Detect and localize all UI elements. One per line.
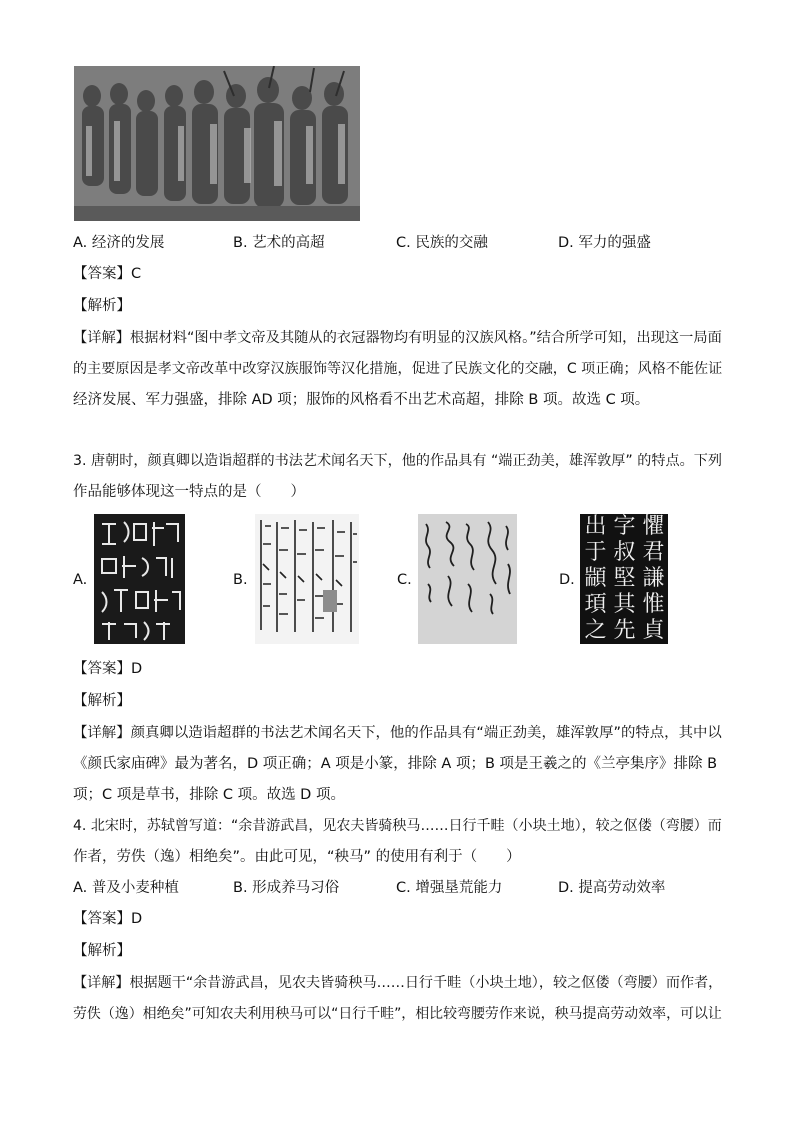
q4-option-c [396,878,502,898]
q2-option-a-text: 经济的发展 [91,235,165,251]
stele-char: 懼 [642,514,665,539]
stele-char: 其 [613,592,636,617]
stele-char: 叔 [613,540,636,565]
q4-answer: 【答案】D [73,911,143,927]
stele-char: 貞 [642,618,665,643]
relief-image [74,66,360,221]
q2-option-b [233,233,325,253]
q3-option-c-label: C. [397,572,412,588]
q4-detail-line-2: 劳佚（逸）相绝矣”可知农夫利用秧马可以“日行千畦”，相比较弯腰劳作来说，秧马提高劳动效率，可以让 [73,1006,722,1022]
stele-char: 之 [584,618,607,643]
q2-option-b-label: B. [233,235,248,251]
q3-image-d-yan-family-temple-stele [580,514,668,644]
q2-analysis-title: 【解析】 [73,298,131,314]
q4-analysis-title: 【解析】 [73,943,131,959]
q2-answer: 【答案】C [73,266,142,282]
stele-char: 君 [642,540,665,565]
q2-option-c-text: 民族的交融 [415,235,488,251]
running-script-scroll [255,514,359,644]
q2-option-a-label: A. [73,235,88,251]
stele-char: 惟 [642,592,665,617]
q4-option-b-text: 形成养马习俗 [252,880,340,896]
stele-char: 于 [584,540,607,565]
q2-detail-line-3: 经济发展、军力强盛，排除 AD 项；服饰的风格看不出艺术高超，排除 B 项。故选 C 项。 [73,392,650,408]
q3-image-b-lanting-xu [255,514,359,644]
q3-image-c-cursive-script [418,514,517,644]
stele-char: 字 [613,514,636,539]
q4-option-d-text: 提高劳动效率 [578,880,666,896]
q4-option-a [73,878,179,898]
q4-option-d-label: D. [558,880,574,896]
q2-option-c [396,233,488,253]
q3-answer: 【答案】D [73,661,143,677]
q3-detail-line-2: 《颜氏家庙碑》最为著名，D 项正确；A 项是小篆，排除 A 项；B 项是王羲之的《兰亭集序》排除 B [73,756,718,772]
q4-option-a-label: A. [73,880,88,896]
q3-detail-line-1: 【详解】颜真卿以造诣超群的书法艺术闻名天下，他的作品具有“端正劲美，雄浑敦厚”的特点，其中以 [73,725,722,741]
q3-stem-line-2: 作品能够体现这一特点的是（ ） [73,484,305,500]
stele-char: 頊 [584,592,607,617]
q2-option-d-text: 军力的强盛 [578,235,651,251]
q3-image-a-seal-script [94,514,185,644]
q4-stem-line-1: 4. 北宋时，苏轼曾写道：“余昔游武昌，见农夫皆骑秧马……日行千畦（小块土地），较之伛偻（弯腰）而 [73,818,722,834]
q3-analysis-title: 【解析】 [73,693,131,709]
stele-char: 顓 [584,566,607,591]
q4-option-a-text: 普及小麦种植 [91,880,179,896]
q4-option-c-label: C. [396,880,411,896]
q2-option-b-text: 艺术的高超 [252,235,325,251]
q3-detail-line-3: 项；C 项是草书，排除 C 项。故选 D 项。 [73,787,345,803]
q4-option-b [233,878,339,898]
q2-option-a [73,233,164,253]
relief-figures-graphic [74,66,360,221]
q2-detail-line-1: 【详解】根据材料“图中孝文帝及其随从的衣冠器物均有明显的汉族风格。”结合所学可知，出现这一局面 [73,330,722,346]
q3-option-d-label: D. [559,572,575,588]
q4-option-c-text: 增强垦荒能力 [415,880,503,896]
q3-stem-line-1: 3. 唐朝时，颜真卿以造诣超群的书法艺术闻名天下，他的作品具有 “端正劲美，雄浑敦厚” 的特点。下列 [73,453,722,469]
stele-char: 堅 [613,566,636,591]
stele-char: 先 [613,618,636,643]
stele-char: 出 [584,514,607,539]
stele-char: 謙 [642,566,665,591]
q2-option-d [558,233,651,253]
q4-option-d [558,878,665,898]
q4-detail-line-1: 【详解】根据题干“余昔游武昌，见农夫皆骑秧马……日行千畦（小块土地），较之伛偻（弯腰）而作者， [73,975,723,991]
q2-option-d-label: D. [558,235,574,251]
q4-option-b-label: B. [233,880,248,896]
seal-script-rubbing [94,514,185,644]
q3-option-b-label: B. [233,572,248,588]
q4-stem-line-2: 作者，劳佚（逸）相绝矣”。由此可见，“秧马” 的使用有利于（ ） [73,849,521,865]
q3-option-a-label: A. [73,572,88,588]
cursive-script-scroll [418,514,517,644]
q2-option-c-label: C. [396,235,411,251]
q2-detail-line-2: 的主要原因是孝文帝改革中改穿汉族服饰等汉化措施，促进了民族文化的交融，C 项正确；风格不能佐证 [73,361,723,377]
